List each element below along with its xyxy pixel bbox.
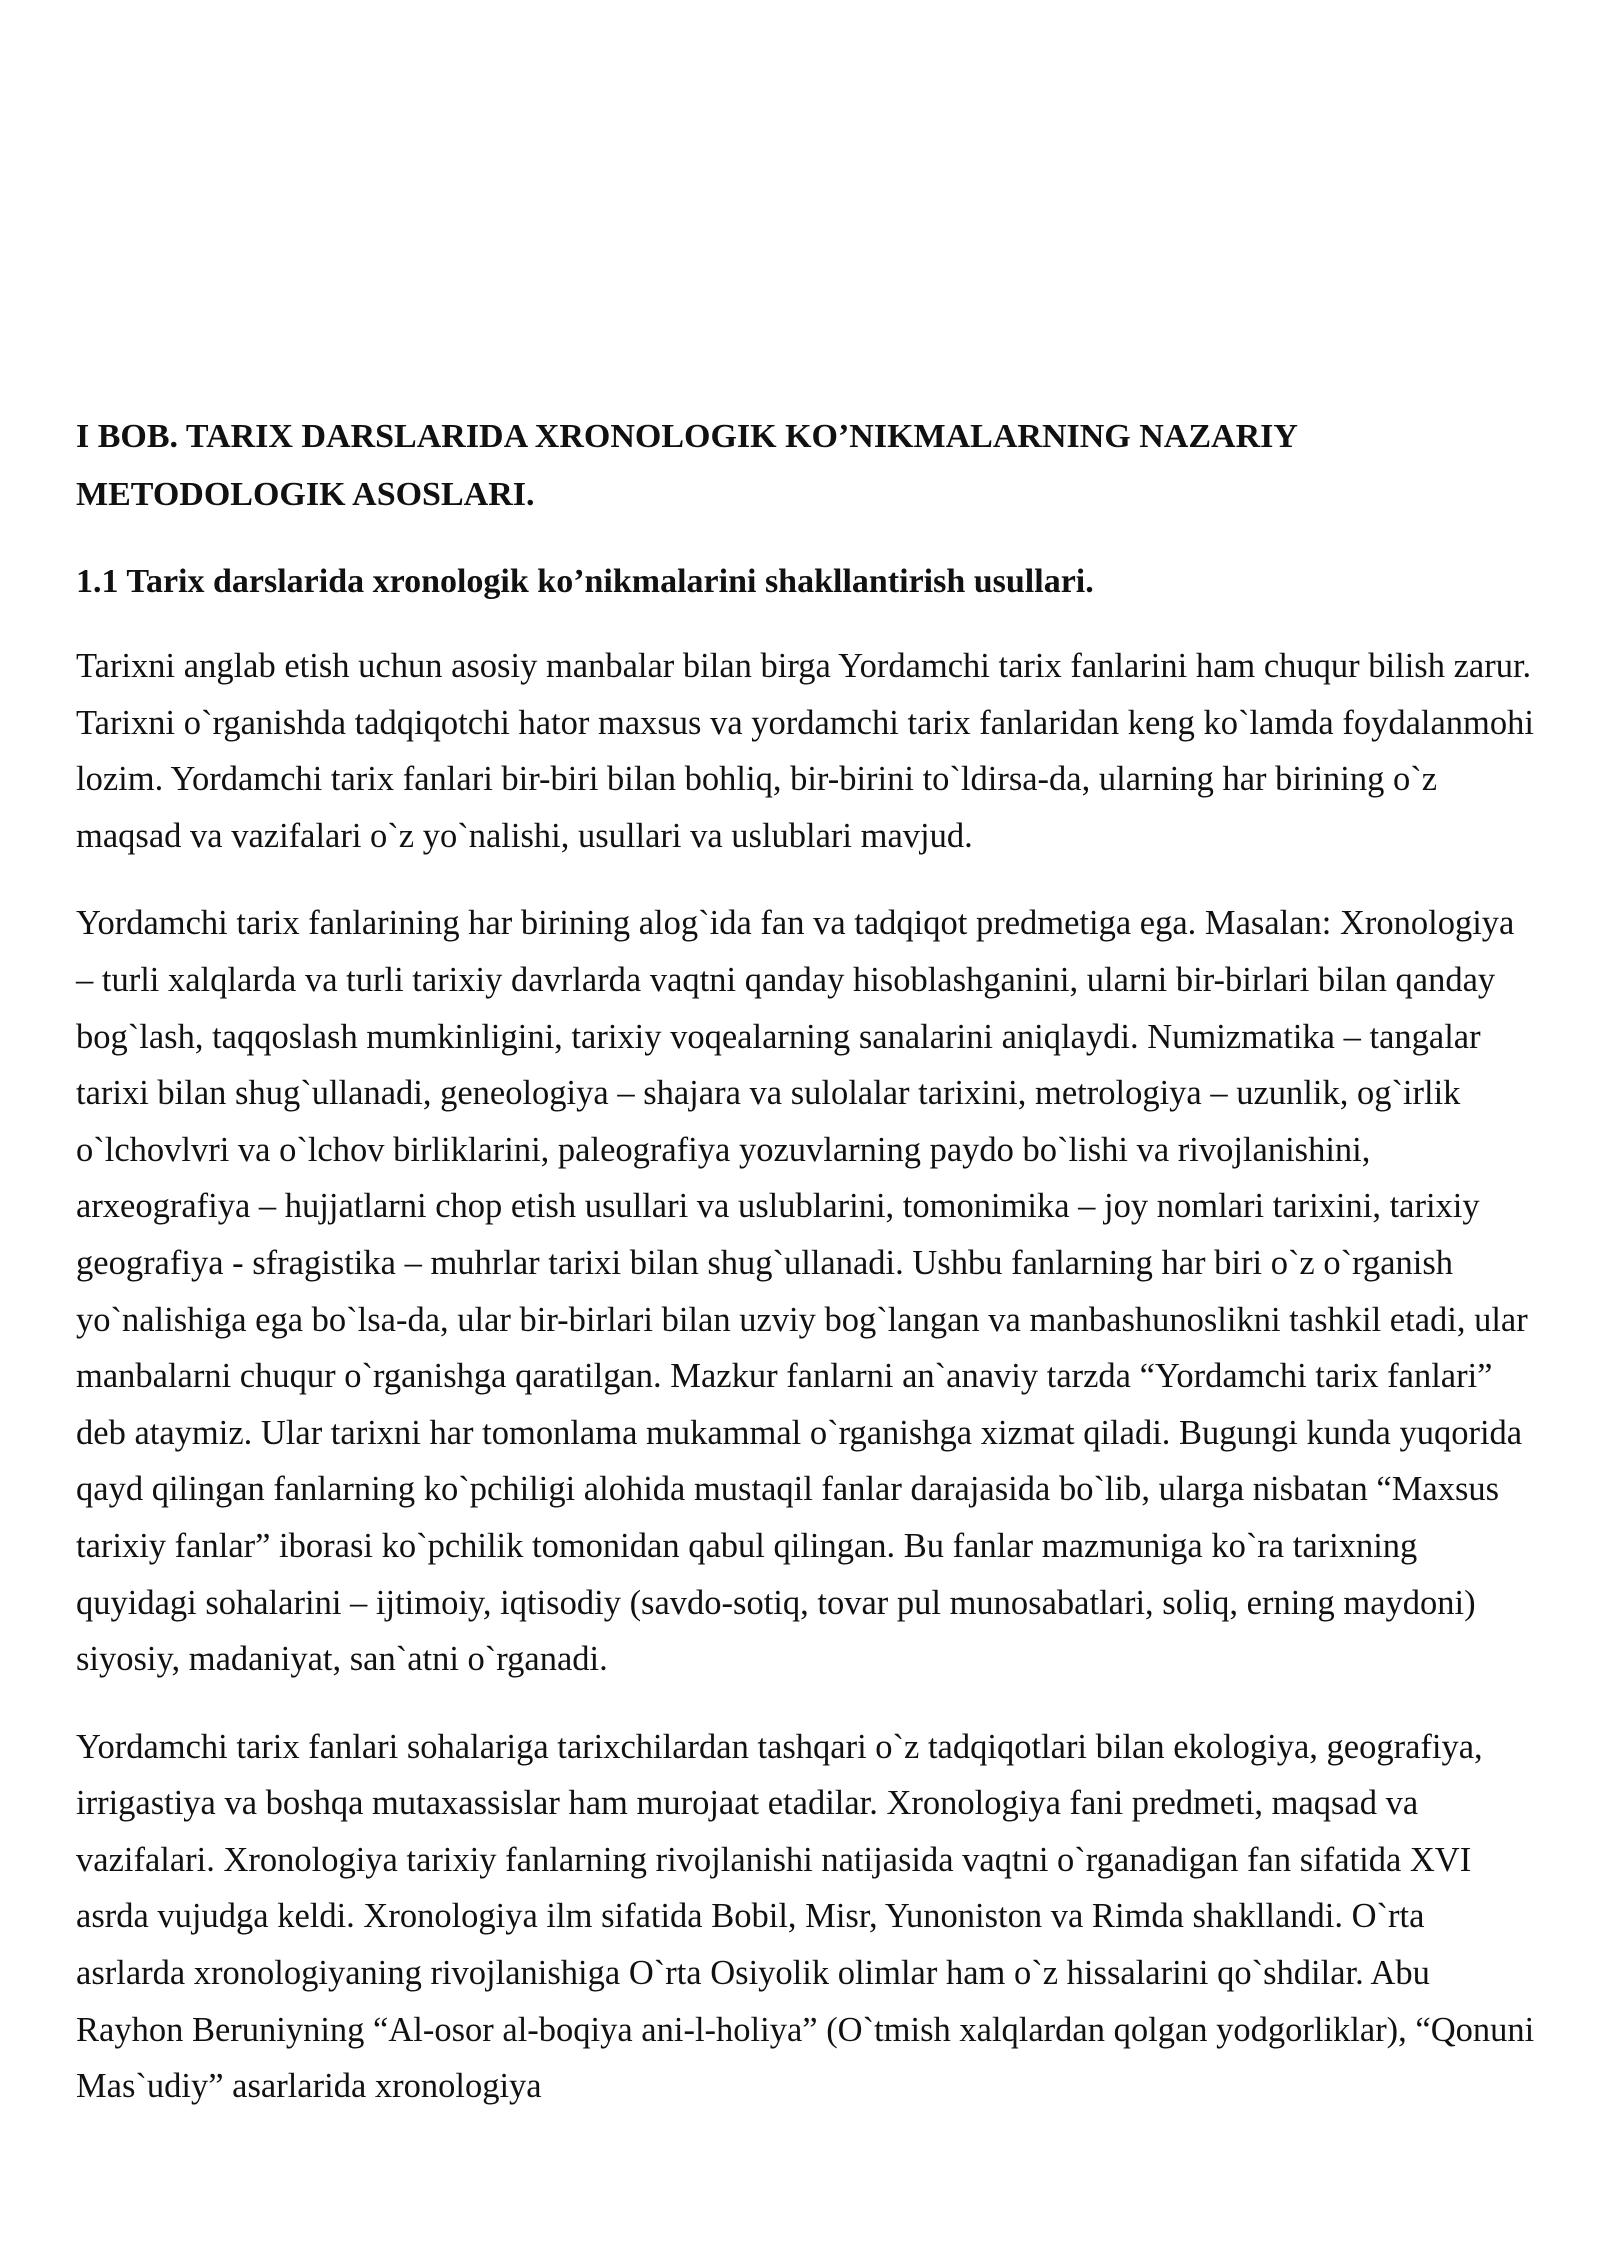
- document-page: [76, 408, 1536, 2115]
- chapter-heading: I BOB. TARIX DARSLARIDA XRONOLOGIK KO’NIKMALARNING NAZARIY METODOLOGIK ASOSLARI.: [76, 418, 1297, 513]
- paragraph-1: Tarixni anglab etish uchun asosiy manbalar bilan birga Yordamchi tarix fanlarini ham chuqur bilish zarur. Tarixni o`rganishda tadqiqotchi hator maxsus va yordamchi tarix fanlaridan keng ko`lamda foydalanmohi lozim. Yordamchi tarix fanlari bir-biri bilan bohliq, bir-birini to`ldirsa-da, ularning har birining o`z maqsad va vazifalari o`z yo`nalishi, usullari va uslublari mavjud.: [76, 647, 1534, 855]
- section-heading: 1.1 Tarix darslarida xronologik ko’nikmalarini shakllantirish usullari.: [76, 563, 1094, 600]
- paragraph-2: Yordamchi tarix fanlarining har birining alog`ida fan va tadqiqot predmetiga ega. Masalan: Xronologiya – turli xalqlarda va turli tarixiy davrlarda vaqtni qanday hisoblashganini, ularni bir-birlari bilan qanday bog`lash, taqqoslash mumkinligini, tarixiy voqealarning sanalarini aniqlaydi. Numizmatika – tangalar tarixi bilan shug`ullanadi, geneologiya – shajara va sulolalar tarixini, metrologiya – uzunlik, og`irlik o`lchovlvri va o`lchov birliklarini, paleografiya yozuvlarning paydo bo`lishi va rivojlanishini, arxeografiya – hujjatlarni chop etish usullari va uslublarini, tomonimika – joy nomlari tarixini, tarixiy geografiya - sfragistika – muhrlar tarixi bilan shug`ullanadi. Ushbu fanlarning har biri o`z o`rganish yo`nalishiga ega bo`lsa-da, ular bir-birlari bilan uzviy bog`langan va manbashunoslikni tashkil etadi, ular manbalarni chuqur o`rganishga qaratilgan. Mazkur fanlarni an`anaviy tarzda “Yordamchi tarix fanlari” deb ataymiz. Ular tarixni har tomonlama mukammal o`rganishga xizmat qiladi. Bugungi kunda yuqorida qayd qilingan fanlarning ko`pchiligi alohida mustaqil fanlar darajasida bo`lib, ularga nisbatan “Maxsus tarixiy fanlar” iborasi ko`pchilik tomonidan qabul qilingan. Bu fanlar mazmuniga ko`ra tarixning quyidagi sohalarini – ijtimoiy, iqtisodiy (savdo-sotiq, tovar pul munosabatlari, soliq, erning maydoni) siyosiy, madaniyat, san`atni o`rganadi.: [76, 904, 1528, 1679]
- paragraph-3: Yordamchi tarix fanlari sohalariga tarixchilardan tashqari o`z tadqiqotlari bilan ekologiya, geografiya, irrigastiya va boshqa mutaxassislar ham murojaat etadilar. Xronologiya fani predmeti, maqsad va vazifalari. Xronologiya tarixiy fanlarning rivojlanishi natijasida vaqtni o`rganadigan fan sifatida XVI asrda vujudga keldi. Xronologiya ilm sifatida Bobil, Misr, Yunoniston va Rimda shakllandi. O`rta asrlarda xronologiyaning rivojlanishiga O`rta Osiyolik olimlar ham o`z hissalarini qo`shdilar. Abu Rayhon Beruniyning “Al-osor al-boqiya ani-l-holiya” (O`tmish xalqlardan qolgan yodgorliklar), “Qonuni Mas`udiy” asarlarida xronologiya: [76, 1727, 1535, 2106]
